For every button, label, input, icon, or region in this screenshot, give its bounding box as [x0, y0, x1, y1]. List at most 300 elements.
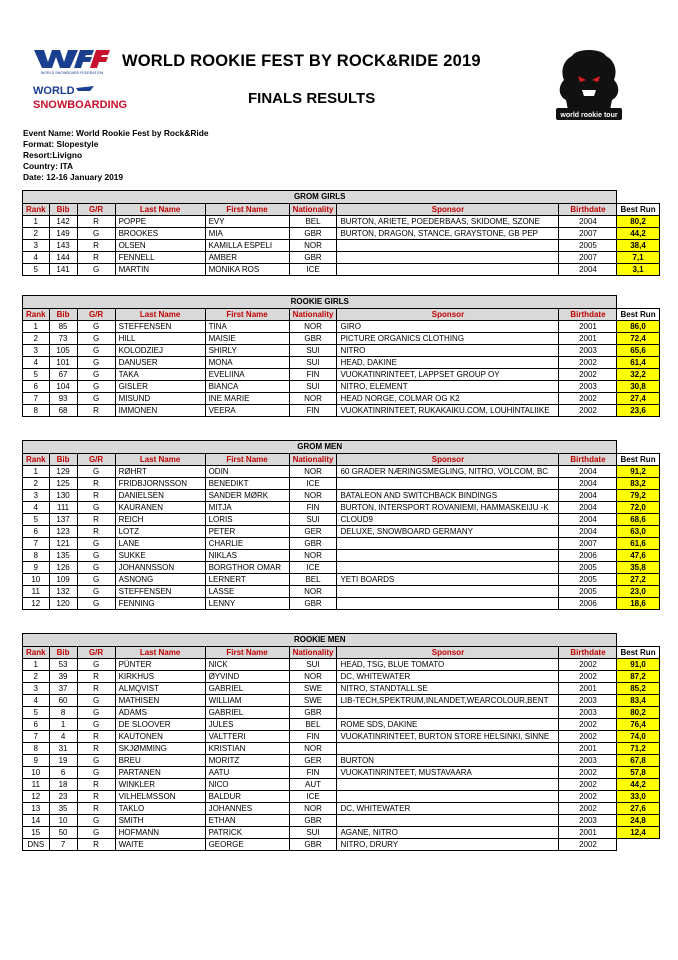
cell-birthdate: 2003: [559, 345, 617, 357]
cell-bib: 50: [49, 827, 77, 839]
cell-rank: 5: [23, 707, 50, 719]
cell-first-name: GABRIEL: [205, 707, 289, 719]
cell-nationality: NOR: [289, 743, 337, 755]
cell-rank: 7: [23, 393, 50, 405]
cell-rank: 10: [23, 574, 50, 586]
cell-birthdate: 2002: [559, 767, 617, 779]
cell-last-name: STEFFENSEN: [115, 321, 205, 333]
cell-best-run: 27,6: [617, 803, 659, 815]
cell-best-run: 80,2: [617, 707, 659, 719]
table-row: [23, 779, 660, 791]
results-table: [22, 633, 660, 851]
cell-rank: 2: [23, 478, 50, 490]
table-row: [23, 731, 660, 743]
column-header-first-name: First Name: [205, 647, 289, 659]
table-row: [23, 381, 660, 393]
cell-birthdate: 2001: [559, 333, 617, 345]
column-header-gr: G/R: [77, 204, 115, 216]
cell-birthdate: 2006: [559, 550, 617, 562]
cell-last-name: FRIDBJORNSSON: [115, 478, 205, 490]
cell-last-name: SKJØMMING: [115, 743, 205, 755]
cell-bib: 68: [49, 405, 77, 417]
column-header-last-name: Last Name: [115, 204, 205, 216]
cell-first-name: NIKLAS: [205, 550, 289, 562]
cell-bib: 149: [49, 228, 77, 240]
cell-gr: G: [77, 574, 115, 586]
column-header-sponsor: Sponsor: [337, 309, 559, 321]
cell-nationality: FIN: [289, 767, 337, 779]
cell-nationality: FIN: [289, 502, 337, 514]
cell-bib: 104: [49, 381, 77, 393]
cell-last-name: ADAMS: [115, 707, 205, 719]
cell-sponsor: [337, 743, 559, 755]
cell-bib: 142: [49, 216, 77, 228]
cell-rank: 1: [23, 466, 50, 478]
cell-gr: R: [77, 514, 115, 526]
cell-nationality: ICE: [289, 264, 337, 276]
cell-best-run: 85,2: [617, 683, 659, 695]
svg-text:WORLD: WORLD: [33, 85, 75, 97]
cell-gr: R: [77, 671, 115, 683]
cell-nationality: FIN: [289, 369, 337, 381]
table-row: [23, 803, 660, 815]
column-header-gr: G/R: [77, 309, 115, 321]
cell-birthdate: 2007: [559, 538, 617, 550]
cell-birthdate: 2006: [559, 598, 617, 610]
column-header-first-name: First Name: [205, 309, 289, 321]
cell-rank: 6: [23, 719, 50, 731]
cell-rank: DNS: [23, 839, 50, 851]
cell-last-name: IMMONEN: [115, 405, 205, 417]
cell-last-name: OLSEN: [115, 240, 205, 252]
cell-gr: R: [77, 252, 115, 264]
cell-rank: 12: [23, 791, 50, 803]
cell-sponsor: VUOKATINRINTEET, BURTON STORE HELSINKI, SINNE: [337, 731, 559, 743]
column-header-best-run: Best Run: [617, 454, 659, 466]
cell-birthdate: 2004: [559, 216, 617, 228]
cell-gr: R: [77, 683, 115, 695]
cell-sponsor: YETI BOARDS: [337, 574, 559, 586]
table-row: [23, 228, 660, 240]
cell-bib: 123: [49, 526, 77, 538]
cell-last-name: PÜNTER: [115, 659, 205, 671]
cell-birthdate: 2003: [559, 815, 617, 827]
cell-birthdate: 2004: [559, 478, 617, 490]
cell-bib: 85: [49, 321, 77, 333]
world-snowboarding-logo: [32, 82, 128, 112]
cell-gr: R: [77, 731, 115, 743]
cell-rank: 7: [23, 538, 50, 550]
cell-rank: 4: [23, 695, 50, 707]
cell-sponsor: [337, 240, 559, 252]
cell-nationality: SUI: [289, 345, 337, 357]
cell-birthdate: 2005: [559, 240, 617, 252]
cell-nationality: FIN: [289, 405, 337, 417]
section-grom-girls: [22, 190, 660, 276]
cell-bib: 53: [49, 659, 77, 671]
cell-birthdate: 2001: [559, 321, 617, 333]
cell-nationality: NOR: [289, 393, 337, 405]
cell-nationality: NOR: [289, 671, 337, 683]
table-row: [23, 767, 660, 779]
column-header-nationality: Nationality: [289, 454, 337, 466]
cell-last-name: DANUSER: [115, 357, 205, 369]
column-header-first-name: First Name: [205, 204, 289, 216]
cell-best-run: 23,6: [617, 405, 659, 417]
cell-bib: 144: [49, 252, 77, 264]
cell-last-name: GISLER: [115, 381, 205, 393]
cell-gr: R: [77, 490, 115, 502]
cell-first-name: LASSE: [205, 586, 289, 598]
event-date: Date: 12-16 January 2019: [23, 172, 124, 182]
cell-last-name: ALMQVIST: [115, 683, 205, 695]
cell-first-name: JULES: [205, 719, 289, 731]
cell-birthdate: 2005: [559, 574, 617, 586]
cell-best-run: 18,6: [617, 598, 659, 610]
cell-last-name: ASNONG: [115, 574, 205, 586]
cell-bib: 121: [49, 538, 77, 550]
cell-nationality: BEL: [289, 719, 337, 731]
results-table: [22, 295, 660, 417]
cell-best-run: 44,2: [617, 779, 659, 791]
column-header-bib: Bib: [49, 454, 77, 466]
column-header-birthdate: Birthdate: [559, 647, 617, 659]
cell-sponsor: DC, WHITEWATER: [337, 671, 559, 683]
cell-first-name: LERNERT: [205, 574, 289, 586]
cell-sponsor: PICTURE ORGANICS CLOTHING: [337, 333, 559, 345]
section-grom-men: [22, 440, 660, 610]
category-spacer: [617, 634, 659, 647]
cell-last-name: KIRKHUS: [115, 671, 205, 683]
cell-nationality: GBR: [289, 815, 337, 827]
cell-last-name: DE SLOOVER: [115, 719, 205, 731]
table-row: [23, 357, 660, 369]
cell-gr: G: [77, 562, 115, 574]
cell-first-name: SHIRLY: [205, 345, 289, 357]
cell-nationality: NOR: [289, 240, 337, 252]
cell-sponsor: [337, 562, 559, 574]
cell-birthdate: 2005: [559, 586, 617, 598]
cell-sponsor: BURTON: [337, 755, 559, 767]
cell-sponsor: [337, 478, 559, 490]
table-row: [23, 743, 660, 755]
cell-birthdate: 2002: [559, 719, 617, 731]
cell-rank: 14: [23, 815, 50, 827]
cell-first-name: BORGTHOR OMAR: [205, 562, 289, 574]
cell-first-name: KRISTIAN: [205, 743, 289, 755]
column-header-last-name: Last Name: [115, 309, 205, 321]
table-row: [23, 659, 660, 671]
cell-gr: R: [77, 743, 115, 755]
cell-bib: 137: [49, 514, 77, 526]
cell-rank: 4: [23, 252, 50, 264]
column-header-nationality: Nationality: [289, 204, 337, 216]
column-header-rank: Rank: [23, 309, 50, 321]
cell-rank: 11: [23, 586, 50, 598]
column-header-nationality: Nationality: [289, 647, 337, 659]
cell-best-run: 63,0: [617, 526, 659, 538]
cell-first-name: WILLIAM: [205, 695, 289, 707]
cell-bib: 37: [49, 683, 77, 695]
table-row: [23, 369, 660, 381]
cell-gr: G: [77, 369, 115, 381]
cell-sponsor: AGANE, NITRO: [337, 827, 559, 839]
cell-first-name: MITJA: [205, 502, 289, 514]
cell-bib: 6: [49, 767, 77, 779]
cell-rank: 4: [23, 357, 50, 369]
cell-first-name: INE MARIE: [205, 393, 289, 405]
table-row: [23, 791, 660, 803]
cell-bib: 120: [49, 598, 77, 610]
column-header-rank: Rank: [23, 204, 50, 216]
cell-sponsor: BURTON, DRAGON, STANCE, GRAYSTONE, GB PEP: [337, 228, 559, 240]
cell-best-run: 12,4: [617, 827, 659, 839]
cell-nationality: SWE: [289, 683, 337, 695]
cell-gr: R: [77, 779, 115, 791]
cell-sponsor: [337, 779, 559, 791]
cell-best-run: 79,2: [617, 490, 659, 502]
cell-nationality: NOR: [289, 490, 337, 502]
cell-gr: R: [77, 803, 115, 815]
cell-last-name: FENNING: [115, 598, 205, 610]
cell-sponsor: [337, 538, 559, 550]
cell-last-name: BREU: [115, 755, 205, 767]
cell-birthdate: 2001: [559, 827, 617, 839]
cell-birthdate: 2001: [559, 683, 617, 695]
cell-best-run: 68,6: [617, 514, 659, 526]
cell-rank: 3: [23, 240, 50, 252]
cell-birthdate: 2002: [559, 803, 617, 815]
cell-nationality: GBR: [289, 839, 337, 851]
cell-nationality: GER: [289, 526, 337, 538]
cell-rank: 5: [23, 514, 50, 526]
cell-nationality: BEL: [289, 574, 337, 586]
cell-rank: 6: [23, 381, 50, 393]
cell-rank: 11: [23, 779, 50, 791]
table-row: [23, 839, 660, 851]
cell-best-run: 23,0: [617, 586, 659, 598]
cell-rank: 2: [23, 671, 50, 683]
cell-sponsor: HEAD, TSG, BLUE TOMATO: [337, 659, 559, 671]
column-header-sponsor: Sponsor: [337, 454, 559, 466]
cell-nationality: ICE: [289, 478, 337, 490]
column-header-first-name: First Name: [205, 454, 289, 466]
cell-bib: 93: [49, 393, 77, 405]
category-title: ROOKIE GIRLS: [23, 296, 617, 309]
cell-first-name: VALTTERI: [205, 731, 289, 743]
cell-first-name: TINA: [205, 321, 289, 333]
cell-rank: 9: [23, 562, 50, 574]
cell-nationality: BEL: [289, 216, 337, 228]
cell-sponsor: [337, 707, 559, 719]
cell-best-run: 30,8: [617, 381, 659, 393]
cell-birthdate: 2004: [559, 514, 617, 526]
cell-last-name: LANE: [115, 538, 205, 550]
cell-rank: 1: [23, 321, 50, 333]
cell-last-name: VILHELMSSON: [115, 791, 205, 803]
cell-first-name: LORIS: [205, 514, 289, 526]
column-header-rank: Rank: [23, 454, 50, 466]
column-header-last-name: Last Name: [115, 454, 205, 466]
table-row: [23, 574, 660, 586]
cell-nationality: GBR: [289, 538, 337, 550]
cell-gr: G: [77, 502, 115, 514]
cell-rank: 2: [23, 228, 50, 240]
cell-best-run: 91,0: [617, 659, 659, 671]
table-row: [23, 671, 660, 683]
cell-best-run: 24,8: [617, 815, 659, 827]
table-row: [23, 707, 660, 719]
cell-birthdate: 2005: [559, 562, 617, 574]
cell-bib: 129: [49, 466, 77, 478]
cell-birthdate: 2002: [559, 393, 617, 405]
event-name: Event Name: World Rookie Fest by Rock&Ride: [23, 128, 209, 138]
table-row: [23, 216, 660, 228]
cell-sponsor: BATALEON AND SWITCHBACK BINDINGS: [337, 490, 559, 502]
table-row: [23, 695, 660, 707]
cell-last-name: FENNELL: [115, 252, 205, 264]
cell-bib: 8: [49, 707, 77, 719]
cell-bib: 67: [49, 369, 77, 381]
cell-rank: 3: [23, 683, 50, 695]
cell-sponsor: [337, 264, 559, 276]
cell-sponsor: [337, 586, 559, 598]
svg-text:WORLD SNOWBOARD FEDERATION: WORLD SNOWBOARD FEDERATION: [40, 71, 104, 75]
cell-first-name: MONA: [205, 357, 289, 369]
cell-last-name: KOLODZIEJ: [115, 345, 205, 357]
cell-last-name: KAUTONEN: [115, 731, 205, 743]
category-spacer: [617, 296, 659, 309]
cell-gr: G: [77, 393, 115, 405]
cell-birthdate: 2002: [559, 405, 617, 417]
cell-best-run: 74,0: [617, 731, 659, 743]
cell-sponsor: 60 GRADER NÆRINGSMEGLING, NITRO, VOLCOM, BC: [337, 466, 559, 478]
cell-sponsor: NITRO: [337, 345, 559, 357]
cell-best-run: 67,8: [617, 755, 659, 767]
table-row: [23, 405, 660, 417]
cell-nationality: NOR: [289, 803, 337, 815]
cell-gr: G: [77, 659, 115, 671]
table-row: [23, 240, 660, 252]
event-format: Format: Slopestyle: [23, 139, 99, 149]
svg-text:world rookie tour: world rookie tour: [560, 112, 618, 119]
cell-gr: G: [77, 357, 115, 369]
cell-last-name: LOTZ: [115, 526, 205, 538]
cell-gr: R: [77, 839, 115, 851]
cell-last-name: HOFMANN: [115, 827, 205, 839]
column-header-bib: Bib: [49, 309, 77, 321]
table-row: [23, 538, 660, 550]
table-row: [23, 598, 660, 610]
cell-first-name: SANDER MØRK: [205, 490, 289, 502]
cell-first-name: GEORGE: [205, 839, 289, 851]
cell-bib: 18: [49, 779, 77, 791]
cell-gr: G: [77, 381, 115, 393]
cell-sponsor: [337, 550, 559, 562]
cell-gr: R: [77, 478, 115, 490]
cell-bib: 39: [49, 671, 77, 683]
cell-bib: 141: [49, 264, 77, 276]
cell-rank: 13: [23, 803, 50, 815]
cell-nationality: SWE: [289, 695, 337, 707]
cell-gr: G: [77, 707, 115, 719]
cell-first-name: AATU: [205, 767, 289, 779]
table-row: [23, 719, 660, 731]
cell-first-name: AMBER: [205, 252, 289, 264]
table-row: [23, 514, 660, 526]
cell-last-name: TAKA: [115, 369, 205, 381]
column-header-sponsor: Sponsor: [337, 204, 559, 216]
cell-best-run: 71,2: [617, 743, 659, 755]
cell-last-name: WAITE: [115, 839, 205, 851]
cell-birthdate: 2003: [559, 707, 617, 719]
cell-last-name: WINKLER: [115, 779, 205, 791]
cell-rank: 5: [23, 264, 50, 276]
cell-birthdate: 2007: [559, 228, 617, 240]
table-row: [23, 252, 660, 264]
cell-bib: 101: [49, 357, 77, 369]
cell-rank: 9: [23, 755, 50, 767]
cell-bib: 125: [49, 478, 77, 490]
cell-rank: 7: [23, 731, 50, 743]
cell-gr: G: [77, 767, 115, 779]
cell-gr: G: [77, 755, 115, 767]
category-title: ROOKIE MEN: [23, 634, 617, 647]
cell-sponsor: LIB-TECH,SPEKTRUM,INLANDET,WEARCOLOUR,BENT: [337, 695, 559, 707]
cell-best-run: 33,0: [617, 791, 659, 803]
cell-sponsor: NITRO, STANDTALL.SE: [337, 683, 559, 695]
cell-best-run: 72,4: [617, 333, 659, 345]
cell-nationality: NOR: [289, 550, 337, 562]
table-row: [23, 562, 660, 574]
cell-last-name: BROOKES: [115, 228, 205, 240]
event-country: Country: ITA: [23, 161, 74, 171]
cell-bib: 105: [49, 345, 77, 357]
cell-gr: R: [77, 240, 115, 252]
column-header-birthdate: Birthdate: [559, 204, 617, 216]
table-header: [23, 454, 660, 466]
cell-bib: 23: [49, 791, 77, 803]
cell-last-name: STEFFENSEN: [115, 586, 205, 598]
cell-best-run: 38,4: [617, 240, 659, 252]
cell-birthdate: 2002: [559, 839, 617, 851]
cell-best-run: 47,6: [617, 550, 659, 562]
cell-last-name: POPPE: [115, 216, 205, 228]
cell-nationality: NOR: [289, 321, 337, 333]
cell-nationality: GER: [289, 755, 337, 767]
cell-last-name: MATHISEN: [115, 695, 205, 707]
cell-first-name: MONIKA ROS: [205, 264, 289, 276]
cell-sponsor: NITRO, DRURY: [337, 839, 559, 851]
event-info: [23, 128, 209, 183]
cell-first-name: BENEDIKT: [205, 478, 289, 490]
cell-gr: G: [77, 586, 115, 598]
table-row: [23, 321, 660, 333]
cell-nationality: GBR: [289, 707, 337, 719]
cell-birthdate: 2004: [559, 502, 617, 514]
column-header-birthdate: Birthdate: [559, 454, 617, 466]
cell-bib: 31: [49, 743, 77, 755]
cell-bib: 126: [49, 562, 77, 574]
column-header-best-run: Best Run: [617, 204, 659, 216]
category-title: GROM GIRLS: [23, 191, 617, 204]
column-header-gr: G/R: [77, 647, 115, 659]
cell-bib: 73: [49, 333, 77, 345]
cell-gr: G: [77, 538, 115, 550]
cell-bib: 111: [49, 502, 77, 514]
cell-birthdate: 2007: [559, 252, 617, 264]
cell-gr: G: [77, 264, 115, 276]
